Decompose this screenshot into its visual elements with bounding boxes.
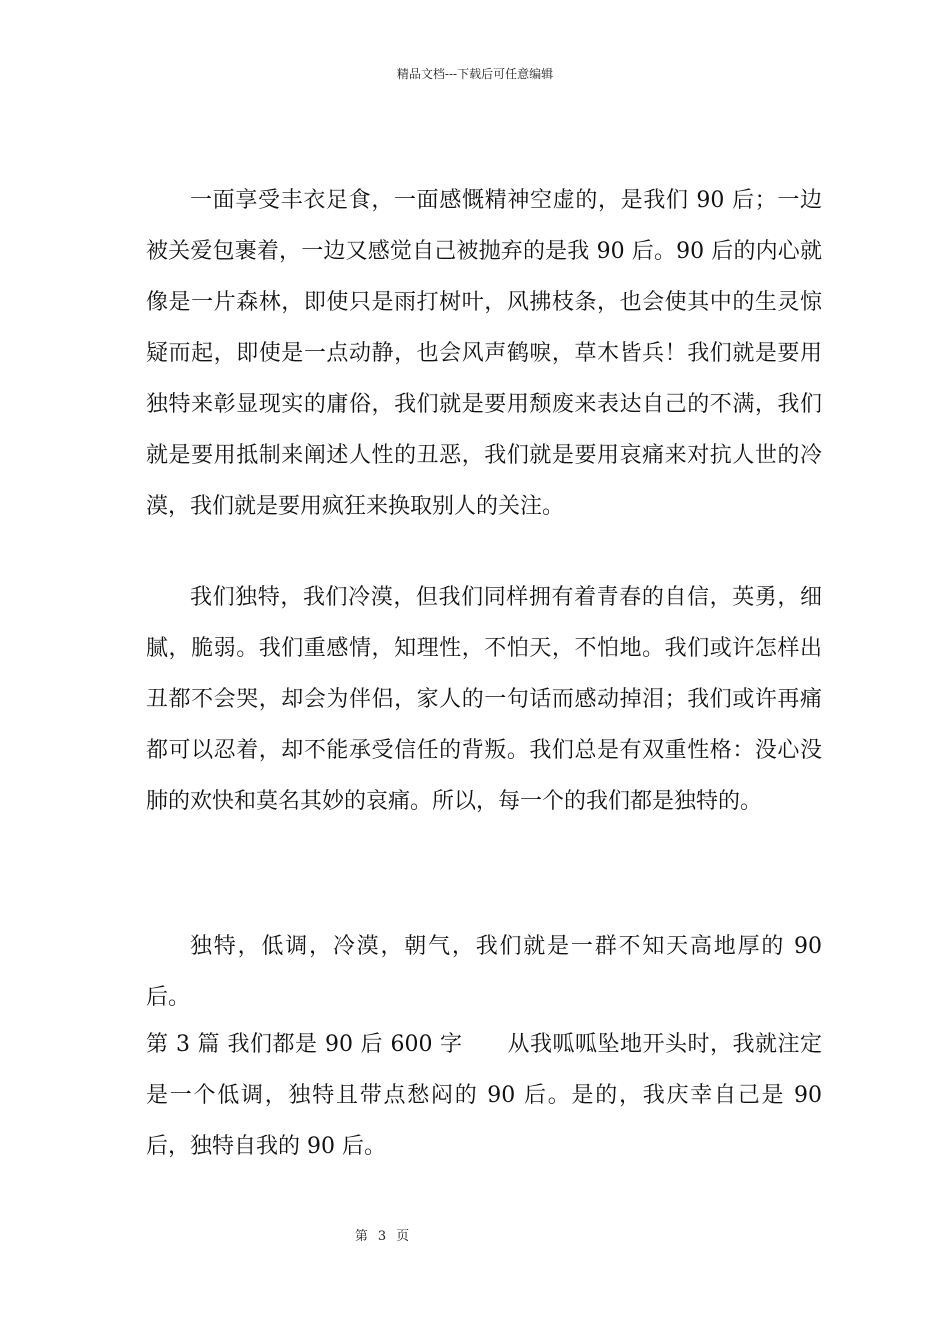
paragraph-3: 独特，低调，冷漠，朝气，我们就是一群不知天高地厚的 90 后。 — [146, 934, 822, 1010]
paragraph-4: 第 3 篇 我们都是 90 后 600 字 从我呱呱坠地开头时，我就注定是一个低调，独特且带点愁闷的 90 后。是的，我庆幸自己是 90 后，独特自我的 90 后。 — [146, 1032, 822, 1159]
paragraph-1: 一面享受丰衣足食，一面感慨精神空虚的，是我们 90 后；一边被关爱包裹着，一边又感觉自己被抛弃的是我 90 后。90 后的内心就像是一片森林，即使只是雨打树叶，风拂枝条，也会使其中的生灵惊疑而起，即使是一点动静，也会风声鹤唳，草木皆兵！我们就是要用独特来彰显现实的庸俗，我们就是要用颓废来表达自己的不满，我们就是要用抵制来阐述人性的丑恶，我们就是要用哀痛来对抗人世的冷漠，我们就是要用疯狂来换取别人的关注。 — [146, 188, 822, 519]
page-header: 精品文档---下载后可任意编辑 — [396, 67, 554, 81]
page-label-prefix: 第 — [354, 1229, 368, 1244]
paragraph-2: 我们独特，我们冷漠，但我们同样拥有着青春的自信，英勇，细腻，脆弱。我们重感情，知理性，不怕天，不怕地。我们或许怎样出丑都不会哭，却会为伴侣，家人的一句话而感动掉泪；我们或许再痛都可以忍着，却不能承受信任的背叛。我们总是有双重性格：没心没肺的欢快和莫名其妙的哀痛。所以，每一个的我们都是独特的。 — [146, 585, 822, 814]
page-label-suffix: 页 — [396, 1229, 410, 1244]
page-number: 3 — [377, 1229, 387, 1244]
page-footer — [0, 1228, 764, 1246]
